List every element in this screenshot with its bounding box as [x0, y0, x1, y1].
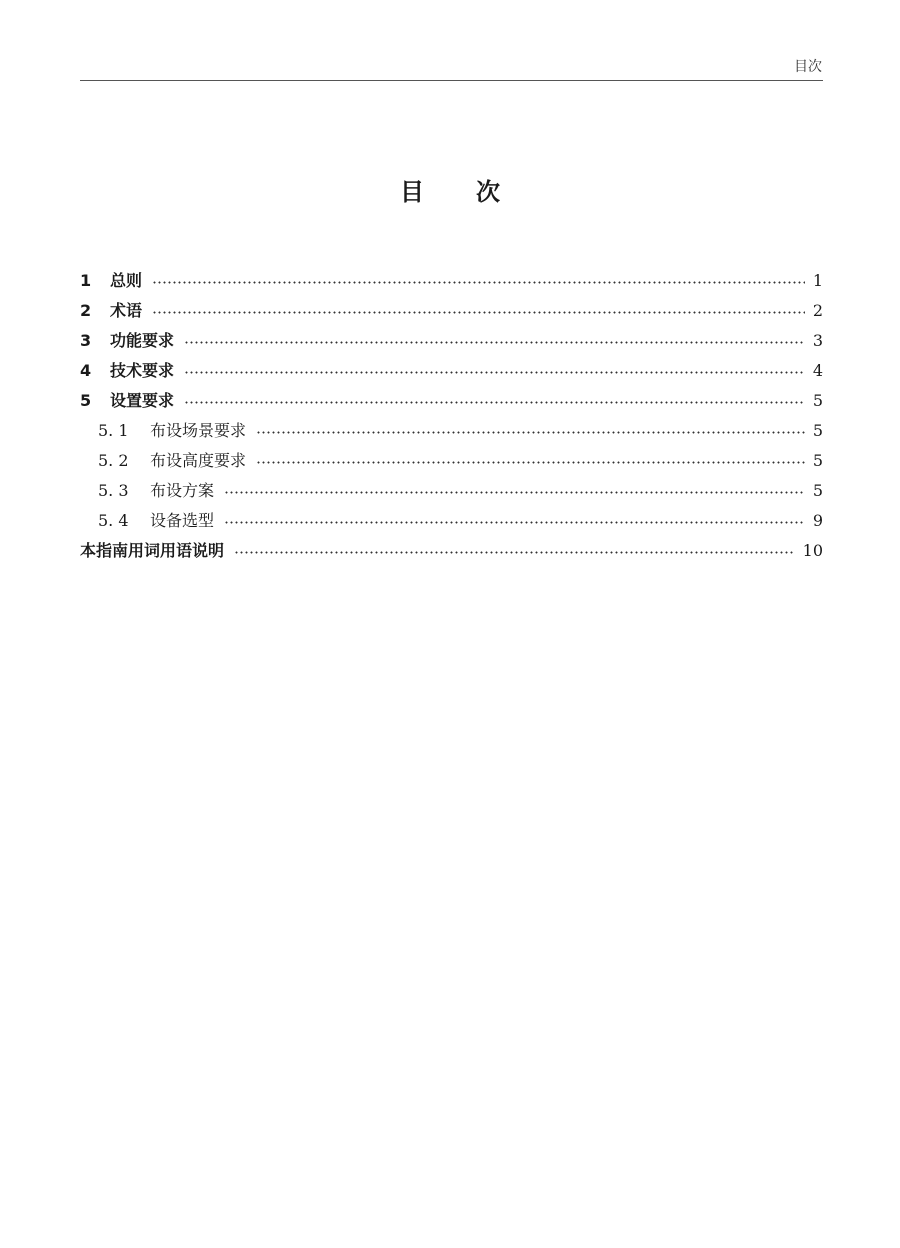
toc-entry-label: 本指南用词用语说明: [80, 541, 225, 560]
dot-leader: [224, 521, 805, 524]
toc-entry-number: 5. 1: [98, 421, 129, 440]
dot-leader: [256, 461, 805, 464]
toc-entry[interactable]: [80, 326, 823, 356]
toc-entry[interactable]: [80, 416, 823, 446]
toc-entry[interactable]: [80, 536, 823, 566]
header-rule: [80, 80, 823, 81]
dot-leader: [184, 371, 805, 374]
toc-entry-page: 5: [812, 481, 823, 500]
dot-leader: [152, 311, 805, 314]
dot-leader: [152, 281, 805, 284]
toc-entry[interactable]: [80, 266, 823, 296]
toc-entry-page: 10: [802, 541, 823, 560]
toc-entry-label: 设置要求: [110, 391, 175, 410]
running-header: 目次: [794, 59, 822, 75]
toc-entry-number: 5. 3: [98, 481, 129, 500]
toc-entry[interactable]: [80, 356, 823, 386]
toc-entry-page: 2: [812, 301, 823, 320]
toc-entry-label: 设备选型: [150, 511, 215, 530]
toc-entry-label: 布设场景要求: [150, 421, 247, 440]
toc-entry-number: 1: [80, 271, 92, 290]
toc-entry[interactable]: [80, 506, 823, 536]
toc-entry-page: 5: [812, 451, 823, 470]
dot-leader: [184, 401, 805, 404]
page-title: 目次: [400, 178, 552, 206]
toc-entry-number: 5: [80, 391, 92, 410]
toc-entry-number: 5. 2: [98, 451, 129, 470]
toc-entry-page: 4: [812, 361, 823, 380]
toc-entry-number: 3: [80, 331, 92, 350]
toc-entry-page: 5: [812, 421, 823, 440]
toc-entry-label: 总则: [110, 271, 143, 290]
toc-entry[interactable]: [80, 386, 823, 416]
toc-entry-label: 术语: [110, 301, 143, 320]
dot-leader: [224, 491, 805, 494]
dot-leader: [184, 341, 805, 344]
toc-entry-label: 技术要求: [110, 361, 175, 380]
toc-entry-label: 布设高度要求: [150, 451, 247, 470]
toc-entry-label: 功能要求: [110, 331, 175, 350]
toc-entry-page: 5: [812, 391, 823, 410]
toc-entry-label: 布设方案: [150, 481, 215, 500]
toc-entry[interactable]: [80, 296, 823, 326]
toc-entry-number: 5. 4: [98, 511, 129, 530]
dot-leader: [256, 431, 805, 434]
toc-entry-page: 1: [812, 271, 823, 290]
toc-entry[interactable]: [80, 446, 823, 476]
table-of-contents: [80, 266, 823, 566]
toc-entry-page: 9: [812, 511, 823, 530]
toc-entry-number: 4: [80, 361, 92, 380]
toc-entry-number: 2: [80, 301, 92, 320]
dot-leader: [234, 551, 795, 554]
toc-entry-page: 3: [812, 331, 823, 350]
toc-entry[interactable]: [80, 476, 823, 506]
